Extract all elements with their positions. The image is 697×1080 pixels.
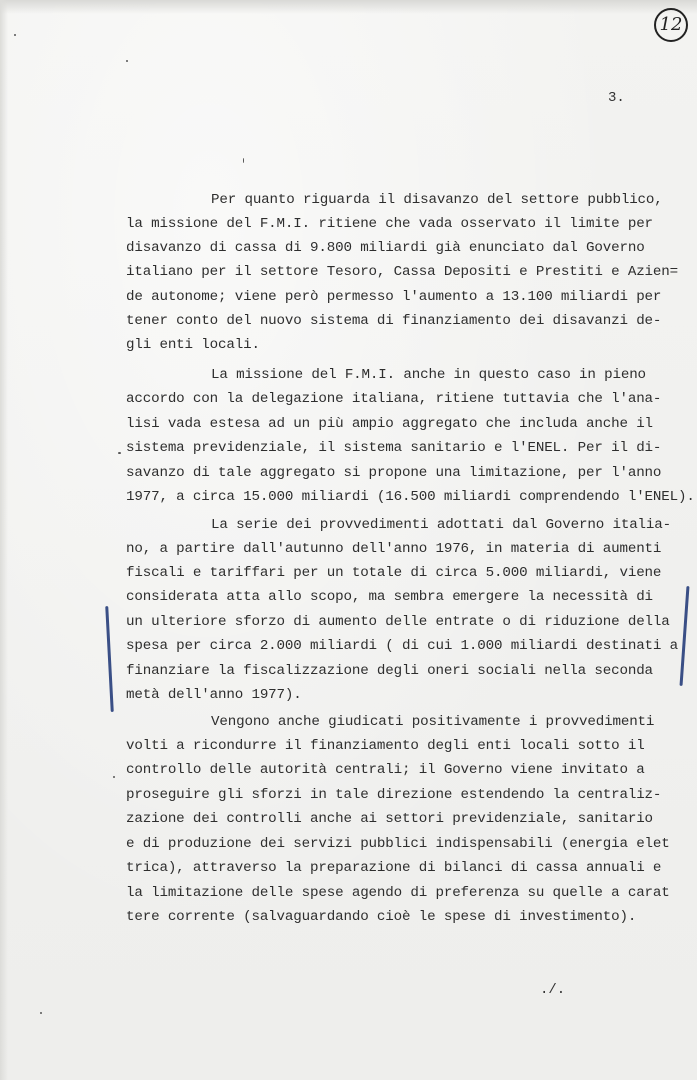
text-line: fiscali e tariffari per un totale di circa 5.000 miliardi, viene	[126, 565, 662, 581]
text-line: no, a partire dall'autunno dell'anno 1976, in materia di aumenti	[126, 541, 662, 557]
text-line: e di produzione dei servizi pubblici indispensabili (energia elet	[126, 836, 670, 852]
text-line: la limitazione delle spese agendo di preferenza su quelle a carat	[126, 885, 670, 901]
text-line: tere corrente (salvaguardando cioè le spese di investimento).	[126, 909, 637, 925]
page-number: 3.	[608, 90, 625, 106]
paper-speck	[113, 776, 115, 778]
text-line: trica), attraverso la preparazione di bilanci di cassa annuali e	[126, 860, 662, 876]
text-line: spesa per circa 2.000 miliardi ( di cui 1.000 miliardi destinati a	[126, 638, 679, 654]
text-line: volti a ricondurre il finanziamento degli enti locali sotto il	[126, 738, 645, 754]
text-line: accordo con la delegazione italiana, ritiene tuttavia che l'ana-	[126, 391, 662, 407]
text-line: italiano per il settore Tesoro, Cassa Depositi e Prestiti e Azien=	[126, 264, 679, 280]
text-line: finanziare la fiscalizzazione degli oneri sociali nella seconda	[126, 663, 653, 679]
page-top-shadow	[0, 0, 697, 14]
margin-annotation-line	[105, 606, 114, 712]
text-line: Per quanto riguarda il disavanzo del settore pubblico,	[211, 192, 663, 208]
paper-speck	[118, 452, 121, 454]
text-line: gli enti locali.	[126, 337, 260, 353]
paper-speck	[40, 1012, 42, 1014]
margin-annotation-line	[680, 586, 690, 686]
archive-number-stamp: 12	[654, 8, 688, 42]
text-line: tener conto del nuovo sistema di finanziamento dei disavanzi de-	[126, 313, 662, 329]
text-line: controllo delle autorità centrali; il Governo viene invitato a	[126, 762, 645, 778]
text-line: considerata atta allo scopo, ma sembra emergere la necessità di	[126, 589, 653, 605]
paper-speck	[243, 158, 244, 163]
closing-mark: ./.	[540, 982, 566, 998]
paper-speck	[14, 34, 16, 36]
text-line: sistema previdenziale, il sistema sanitario e l'ENEL. Per il di-	[126, 440, 662, 456]
text-line: la missione del F.M.I. ritiene che vada osservato il limite per	[126, 216, 653, 232]
text-line: savanzo di tale aggregato si propone una limitazione, per l'anno	[126, 465, 662, 481]
text-line: metà dell'anno 1977).	[126, 687, 302, 703]
text-line: lisi vada estesa ad un più ampio aggregato che includa anche il	[126, 416, 653, 432]
text-line: disavanzo di cassa di 9.800 miliardi già enunciato dal Governo	[126, 240, 645, 256]
text-line: Vengono anche giudicati positivamente i provvedimenti	[211, 714, 655, 730]
text-line: proseguire gli sforzi in tale direzione estendendo la centraliz-	[126, 787, 662, 803]
text-line: La serie dei provvedimenti adottati dal Governo italia-	[211, 517, 672, 533]
text-line: un ulteriore sforzo di aumento delle entrate o di riduzione della	[126, 614, 670, 630]
paper-speck	[126, 60, 128, 62]
text-line: 1977, a circa 15.000 miliardi (16.500 miliardi comprendendo l'ENEL).	[126, 489, 695, 505]
page-left-shadow	[0, 0, 8, 1080]
text-line: La missione del F.M.I. anche in questo caso in pieno	[211, 367, 646, 383]
text-line: zazione dei controlli anche ai settori previdenziale, sanitario	[126, 811, 653, 827]
text-line: de autonome; viene però permesso l'aumento a 13.100 miliardi per	[126, 289, 662, 305]
